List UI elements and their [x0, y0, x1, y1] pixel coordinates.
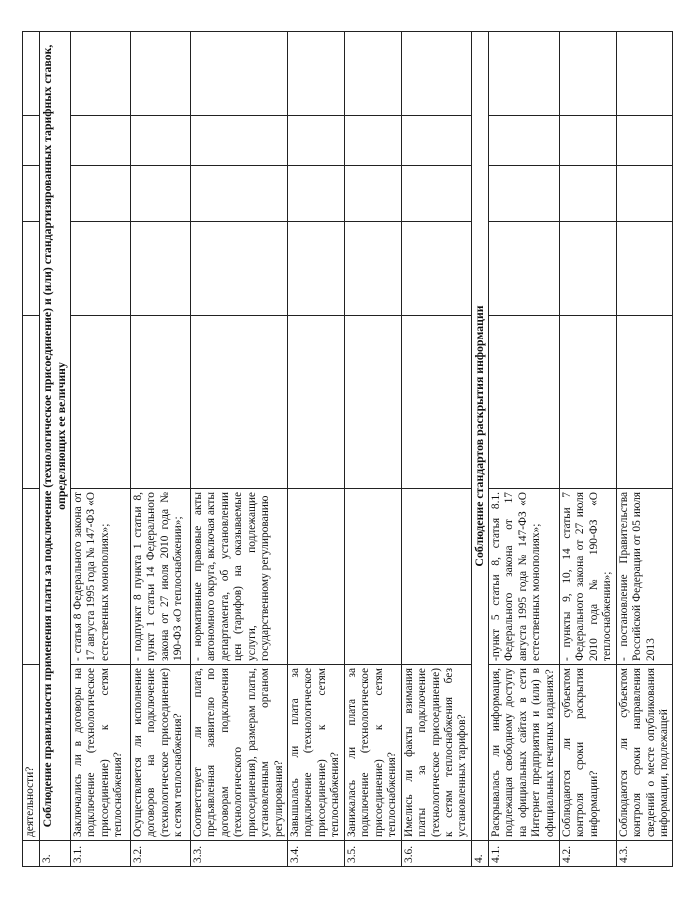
- row-number: 3.4.: [287, 841, 344, 867]
- section-header-row: [40, 32, 71, 867]
- table-row: [23, 32, 40, 867]
- row-question: Соблюдаются ли субъектом контроля сроки раскрытия информации?: [559, 665, 616, 841]
- row-legal-basis: [344, 489, 401, 665]
- row-legal-basis: [401, 489, 471, 665]
- checklist-table: [22, 31, 673, 867]
- section-title: Соблюдение стандартов раскрытия информации: [471, 32, 488, 841]
- table-row: [344, 32, 401, 867]
- table-row: [70, 32, 130, 867]
- section-title: Соблюдение правильности применения платы за подключение (технологическое присоединение) и (или) стандартизированных тарифных ставок, определяющих ее величину: [40, 32, 71, 841]
- row-legal-basis: - статья 8 Федерального закона от 17 августа 1995 года № 147-ФЗ «О естественных монополиях»;: [70, 489, 130, 665]
- row-legal-basis: - постановление Правительства Российской Федерации от 05 июля 2013: [616, 489, 673, 665]
- section-header-row: [471, 32, 488, 867]
- row-legal-basis: - нормативные правовые акты автономного округа, включая акты департамента, об установлении цен (тарифов) на оказываемые услуги, подлежащие государственному регулированию: [190, 489, 287, 665]
- row-question: Имелись ли факты взимания платы за подключение (технологическое присоединение) к сетям теплоснабжения без установленных тарифов?: [401, 665, 471, 841]
- table-row: [559, 32, 616, 867]
- row-number: 3.5.: [344, 841, 401, 867]
- table-row: [401, 32, 471, 867]
- row-legal-basis: - подпункт 8 пункта 1 статьи 8, пункт 1 статьи 14 Федерального закона от 27 июля 2010 года № 190-ФЗ «О теплоснабжении»;: [130, 489, 190, 665]
- table-row: [616, 32, 673, 867]
- table-row: [488, 32, 559, 867]
- table-row: [130, 32, 190, 867]
- row-number: 3.1.: [70, 841, 130, 867]
- row-number: 3.3.: [190, 841, 287, 867]
- row-legal-basis: - пункты 9, 10, 14 статьи 7 Федерального закона от 27 июля 2010 года № 190-ФЗ «О теплоснабжении»;: [559, 489, 616, 665]
- section-number: 4.: [471, 841, 488, 867]
- row-question: Заключались ли в договоры на подключение (технологическое присоединение) к сетям теплоснабжения?: [70, 665, 130, 841]
- row-number: 4.2.: [559, 841, 616, 867]
- cell-num: [23, 841, 40, 867]
- cell-question: деятельности?: [23, 665, 40, 841]
- table-row: [287, 32, 344, 867]
- row-number: 4.3.: [616, 841, 673, 867]
- row-question: Соблюдаются ли субъектом контроля сроки направления сведений о месте опубликования информации, подлежащей: [616, 665, 673, 841]
- row-legal-basis: [287, 489, 344, 665]
- row-question: Завышалась ли плата за подключение (технологическое присоединение) к сетям теплоснабжения?: [287, 665, 344, 841]
- section-number: 3.: [40, 841, 71, 867]
- row-question: Занижалась ли плата за подключение (технологическое присоединение) к сетям теплоснабжения?: [344, 665, 401, 841]
- row-legal-basis: -пункт 5 статьи 8, статья 8.1. Федерального закона от 17 августа 1995 года № 147-ФЗ «О естественных монополиях»;: [488, 489, 559, 665]
- row-number: 3.2.: [130, 841, 190, 867]
- row-question: Соответствует ли плата, предъявленная заявителю по договорам подключения (технологического присоединения), размерам платы, установленным органом регулирования?: [190, 665, 287, 841]
- row-number: 3.6.: [401, 841, 471, 867]
- row-question: Осуществляется ли исполнение договоров на подключение (технологическое присоединение) к сетям теплоснабжения?: [130, 665, 190, 841]
- row-question: Раскрывалась ли информация, подлежащая свободному доступу на официальных сайтах в сети Интернет предприятия и (или) в официальных печатных изданиях?: [488, 665, 559, 841]
- row-number: 4.1.: [488, 841, 559, 867]
- table-row: [190, 32, 287, 867]
